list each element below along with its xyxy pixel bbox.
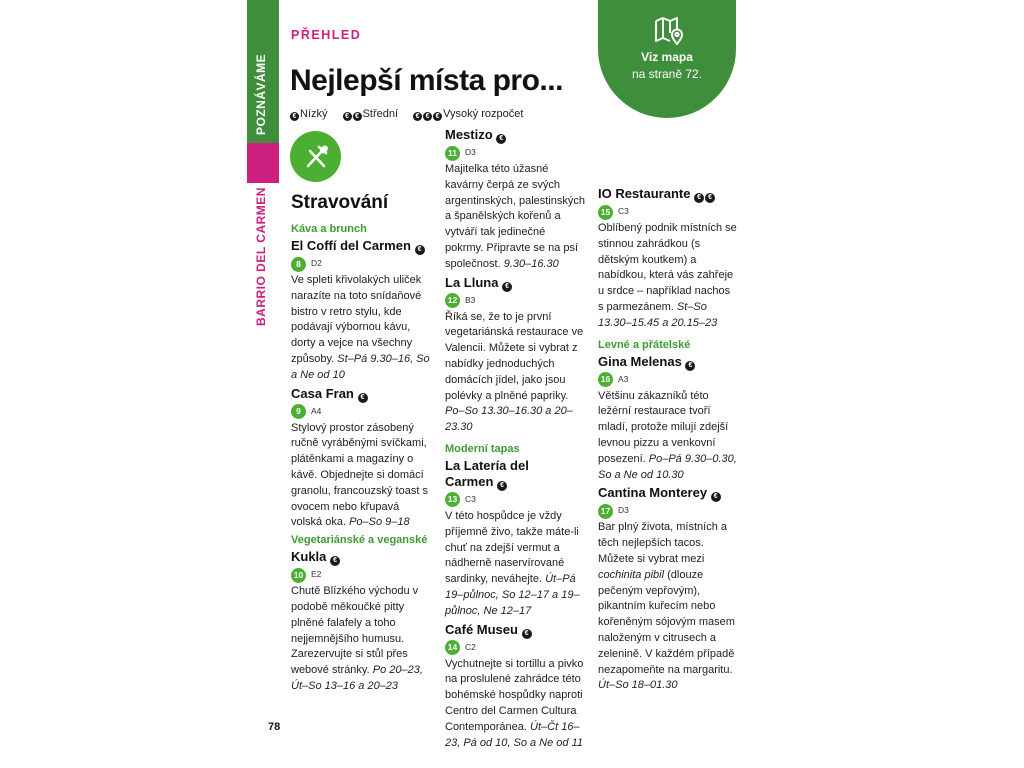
venue-name: La Lluna	[445, 274, 499, 290]
euro-icon: €	[694, 193, 704, 203]
map-number: 14	[445, 640, 460, 655]
page-number: 78	[268, 721, 281, 733]
venue-name: Mestizo	[445, 127, 493, 142]
venue-description: Majitelka této úžasné kavárny čerpá ze svých argentinských, palestinských a španělských kořenů a vytváří tak jedinečné pokrmy. Připravte se na psí společnost.	[445, 163, 586, 270]
grid-ref: A4	[311, 405, 322, 416]
venue-description-cont: (dlouze pečeným vepřovým), pikantním kuřecím nebo kořeněným sójovým masem naloženým v citrusech a zelenině. V každém případě nezapomeňte na margaritu.	[598, 568, 735, 676]
budget-low: € Nízký	[290, 108, 328, 120]
column-3	[598, 128, 738, 694]
venue-name: Café Museu	[445, 621, 518, 637]
venue-description: Ve spleti křivolakých uliček narazíte na toto snídaňové bistro v retro stylu, kde podávají výbornou kávu, dorty a vejce na všechny způsoby.	[291, 274, 422, 365]
venue-description: Vychutnejte si tortillu a pivko na proslulené zahrádce této bohémské hospůdky naproti Centro del Carmen Cultura Contemporánea.	[445, 657, 584, 733]
venue-hours: Út–So 18–01.30	[598, 679, 678, 692]
venue-entry	[598, 354, 738, 484]
grid-ref: A3	[618, 373, 629, 384]
column-2	[445, 127, 585, 751]
venue-hours: Po 20–23, Út–So 13–16 a 20–23	[291, 664, 423, 692]
venue-hours: St–Pá 9.30–16, So a Ne od 10	[291, 352, 430, 381]
map-number: 16	[598, 372, 613, 387]
venue-entry	[598, 485, 738, 694]
fork-knife-icon	[290, 131, 341, 182]
grid-ref: E2	[311, 569, 322, 580]
kicker: PŘEHLED	[291, 28, 362, 42]
euro-icon: €	[522, 629, 532, 639]
euro-icon: €	[685, 361, 695, 371]
euro-icon: €	[496, 134, 506, 144]
venue-hours: Po–So 9–18	[349, 516, 410, 529]
grid-ref: D3	[618, 505, 629, 516]
venue-description: Chutě Blízkého východu v podobě měkoučké pitty plněné falafely a toho nejjemnějšího humusu. Zarezervujte si stůl přes webové stránky.	[291, 585, 419, 677]
map-pin-icon	[653, 14, 685, 46]
venue-entry	[445, 458, 585, 620]
map-number: 12	[445, 293, 460, 308]
venue-name: Cantina Monterey	[598, 485, 708, 501]
venue-name: IO Restaurante	[598, 186, 691, 201]
map-number: 13	[445, 492, 460, 507]
euro-icon: €	[330, 556, 340, 566]
venue-entry	[445, 275, 585, 436]
category-heading: Levné a přátelské	[598, 338, 691, 351]
venue-description: Říká se, že to je první vegetariánská restaurace ve Valencii. Můžete si vybrat z nabídky jednoduchých domácích jídel, jako jsou polévky a plněné papriky.	[445, 310, 584, 402]
venue-description: Stylový prostor zásobený ručně vyráběnými svíčkami, plátěnkami a magazíny o kávě. Objednejte si domácí granolu, francouzský toast s ovocem nebo křupavá volská oka.	[291, 421, 428, 529]
map-number: 8	[291, 257, 306, 272]
euro-icon: €	[358, 393, 368, 403]
venue-entry	[291, 238, 431, 384]
map-ref-line1: Viz mapa	[641, 50, 693, 64]
map-number: 15	[598, 205, 613, 220]
venue-hours: Po–Pá 9.30–0.30, So a Ne od 10.30	[598, 452, 737, 481]
map-ref-line2: na straně 72.	[631, 67, 703, 81]
category-heading: Káva a brunch	[291, 223, 367, 235]
budget-mid: € € Střední	[343, 108, 398, 120]
venue-description: V této hospůdce je vždy příjemně živo, takže máte-li chuť na zdejší vermut a nádherně naservírované sardinky, neváhejte.	[445, 509, 579, 586]
venue-entry	[445, 622, 585, 752]
euro-icon: €	[497, 481, 507, 491]
venue-hours: Út–Čt 16–23, Pá od 10, So a Ne od 11	[445, 720, 584, 749]
venue-hours: St–So 13.30–15.45 a 20.15–23	[598, 300, 718, 329]
venue-hours: Út–Pá 19–půlnoc, So 12–17 a 19–půlnoc, Ne 12–17	[445, 573, 580, 617]
grid-ref: C3	[465, 494, 476, 505]
side-district-label: BARRIO DEL CARMEN	[254, 187, 268, 326]
venue-description: Většinu zákazníků této ležérní restaurace tvoří mladí, protože milují zdejší levnou pizzu a venkovní posezení.	[598, 389, 729, 465]
map-number: 9	[291, 404, 306, 419]
side-tab-pink	[247, 143, 279, 183]
venue-hours: Po–So 13.30–16.30 a 20–23.30	[445, 405, 573, 434]
map-number: 17	[598, 504, 613, 519]
column-1	[291, 220, 431, 695]
category-heading: Vegetariánské a veganské	[291, 534, 428, 547]
venue-description: Bar plný života, místních a těch nejlepších tacos. Můžete si vybrat mezi	[598, 521, 727, 565]
venue-name: Kukla	[291, 549, 327, 565]
grid-ref: B3	[465, 294, 476, 305]
venue-name: Gina Melenas	[598, 353, 682, 369]
euro-icon: €	[711, 492, 721, 502]
venue-description: Oblíbený podnik místních se stinnou zahrádkou (s dětským koutkem) a nabídkou, která vás zahřeje u srdce – například nachos s parmezánem.	[598, 222, 737, 313]
side-section-label: POZNÁVÁME	[254, 53, 268, 135]
map-number: 11	[445, 146, 460, 161]
euro-icon: €	[502, 282, 512, 292]
venue-entry	[291, 386, 431, 532]
venue-entry	[445, 127, 585, 273]
page-title: Nejlepší místa pro...	[290, 64, 563, 97]
venue-name: Casa Fran	[291, 385, 354, 401]
euro-icon: €	[705, 193, 715, 203]
euro-icon: €	[415, 245, 425, 255]
venue-entry	[598, 186, 738, 332]
venue-name: El Coffí del Carmen	[291, 238, 411, 253]
venue-hours: 9.30–16.30	[503, 257, 559, 270]
map-number: 10	[291, 568, 306, 583]
venue-name: La Latería del Carmen	[445, 457, 529, 489]
grid-ref: C3	[618, 206, 629, 217]
section-heading: Stravování	[291, 192, 389, 213]
category-heading: Moderní tapas	[445, 442, 520, 455]
budget-legend	[290, 108, 523, 121]
budget-high: € € € Vysoký rozpočet	[413, 108, 523, 120]
venue-entry	[291, 549, 431, 695]
grid-ref: D3	[465, 147, 476, 158]
venue-dish: cochinita pibil	[598, 568, 665, 581]
grid-ref: D2	[311, 258, 322, 269]
grid-ref: C2	[465, 641, 476, 652]
